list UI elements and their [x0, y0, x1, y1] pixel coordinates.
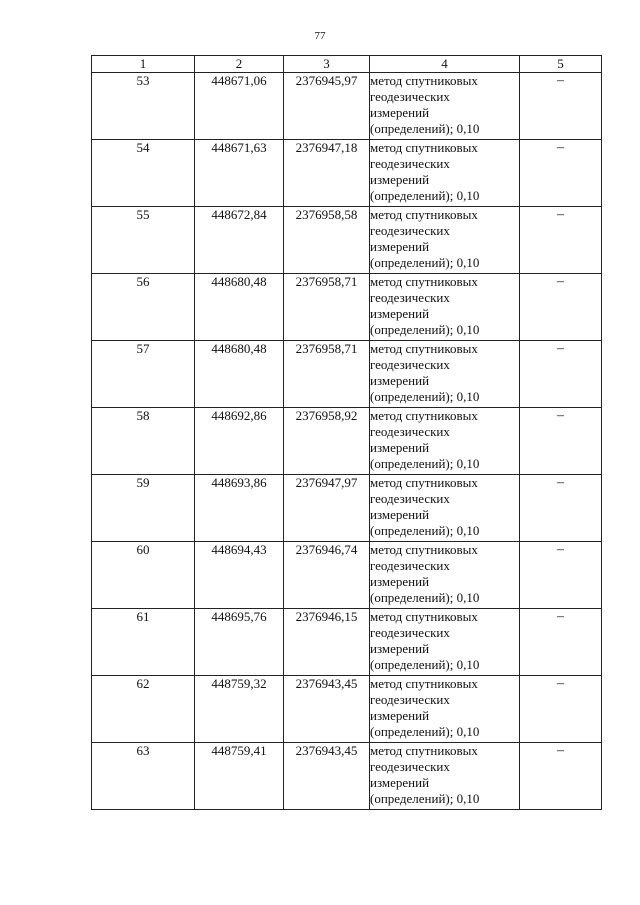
method-cell	[370, 743, 520, 810]
column-5-cell: –	[520, 676, 602, 743]
method-line: измерений	[370, 507, 430, 522]
coordinate-x-cell: 448695,76	[195, 609, 284, 676]
coordinate-y-cell: 2376947,18	[284, 140, 370, 207]
method-line: метод спутниковых	[370, 475, 478, 490]
table-row	[92, 743, 602, 810]
method-line: (определений); 0,10	[370, 255, 480, 270]
coordinate-y-cell: 2376958,71	[284, 341, 370, 408]
method-line: измерений	[370, 172, 430, 187]
coordinate-x-cell: 448671,06	[195, 73, 284, 140]
coordinate-x-cell: 448693,86	[195, 475, 284, 542]
method-line: (определений); 0,10	[370, 456, 480, 471]
method-line: (определений); 0,10	[370, 724, 480, 739]
column-5-cell: –	[520, 542, 602, 609]
column-5-cell: –	[520, 475, 602, 542]
method-line: метод спутниковых	[370, 73, 478, 88]
method-line: геодезических	[370, 357, 450, 372]
method-cell	[370, 475, 520, 542]
method-line: геодезических	[370, 223, 450, 238]
method-line: геодезических	[370, 692, 450, 707]
table-row	[92, 274, 602, 341]
point-number-cell: 54	[92, 140, 195, 207]
method-line: (определений); 0,10	[370, 791, 480, 806]
method-line: (определений); 0,10	[370, 188, 480, 203]
method-cell	[370, 73, 520, 140]
method-line: метод спутниковых	[370, 609, 478, 624]
column-5-cell: –	[520, 743, 602, 810]
method-line: метод спутниковых	[370, 408, 478, 423]
table-row	[92, 140, 602, 207]
method-line: измерений	[370, 775, 430, 790]
point-number-cell: 63	[92, 743, 195, 810]
method-line: измерений	[370, 641, 430, 656]
method-line: геодезических	[370, 625, 450, 640]
point-number-cell: 59	[92, 475, 195, 542]
point-number-cell: 55	[92, 207, 195, 274]
method-cell	[370, 341, 520, 408]
coordinate-x-cell: 448672,84	[195, 207, 284, 274]
coordinate-y-cell: 2376943,45	[284, 743, 370, 810]
method-line: метод спутниковых	[370, 274, 478, 289]
method-cell	[370, 140, 520, 207]
column-5-cell: –	[520, 341, 602, 408]
method-cell	[370, 542, 520, 609]
coordinate-x-cell: 448694,43	[195, 542, 284, 609]
method-line: (определений); 0,10	[370, 389, 480, 404]
method-line: измерений	[370, 708, 430, 723]
method-cell	[370, 207, 520, 274]
coordinate-y-cell: 2376946,15	[284, 609, 370, 676]
table-header-row	[92, 56, 602, 73]
method-cell	[370, 408, 520, 475]
column-5-cell: –	[520, 609, 602, 676]
coordinate-y-cell: 2376958,71	[284, 274, 370, 341]
method-cell	[370, 676, 520, 743]
method-line: геодезических	[370, 290, 450, 305]
method-line: геодезических	[370, 491, 450, 506]
point-number-cell: 62	[92, 676, 195, 743]
table-row	[92, 609, 602, 676]
table-row	[92, 475, 602, 542]
column-5-cell: –	[520, 274, 602, 341]
coordinate-y-cell: 2376943,45	[284, 676, 370, 743]
method-cell	[370, 274, 520, 341]
coordinate-x-cell: 448671,63	[195, 140, 284, 207]
page-number: 77	[314, 30, 326, 42]
table-row	[92, 676, 602, 743]
table-row	[92, 542, 602, 609]
table-row	[92, 207, 602, 274]
point-number-cell: 58	[92, 408, 195, 475]
method-line: измерений	[370, 373, 430, 388]
table-row	[92, 408, 602, 475]
table-row	[92, 73, 602, 140]
header-col-3: 3	[284, 56, 370, 73]
column-5-cell: –	[520, 73, 602, 140]
method-line: метод спутниковых	[370, 743, 478, 758]
method-line: метод спутниковых	[370, 542, 478, 557]
coordinate-x-cell: 448692,86	[195, 408, 284, 475]
method-cell	[370, 609, 520, 676]
header-col-1: 1	[92, 56, 195, 73]
method-line: геодезических	[370, 89, 450, 104]
coordinates-table	[91, 55, 602, 810]
point-number-cell: 57	[92, 341, 195, 408]
column-5-cell: –	[520, 408, 602, 475]
column-5-cell: –	[520, 207, 602, 274]
method-line: метод спутниковых	[370, 341, 478, 356]
method-line: геодезических	[370, 424, 450, 439]
table-body	[92, 73, 602, 810]
coordinate-y-cell: 2376958,58	[284, 207, 370, 274]
coordinate-y-cell: 2376947,97	[284, 475, 370, 542]
table-row	[92, 341, 602, 408]
coordinate-y-cell: 2376946,74	[284, 542, 370, 609]
point-number-cell: 56	[92, 274, 195, 341]
method-line: геодезических	[370, 558, 450, 573]
coordinate-x-cell: 448759,32	[195, 676, 284, 743]
method-line: метод спутниковых	[370, 676, 478, 691]
method-line: (определений); 0,10	[370, 590, 480, 605]
method-line: (определений); 0,10	[370, 523, 480, 538]
method-line: измерений	[370, 105, 430, 120]
method-line: измерений	[370, 574, 430, 589]
method-line: измерений	[370, 306, 430, 321]
point-number-cell: 60	[92, 542, 195, 609]
method-line: (определений); 0,10	[370, 657, 480, 672]
method-line: геодезических	[370, 156, 450, 171]
coordinate-y-cell: 2376945,97	[284, 73, 370, 140]
coordinate-x-cell: 448759,41	[195, 743, 284, 810]
method-line: (определений); 0,10	[370, 322, 480, 337]
header-col-4: 4	[370, 56, 520, 73]
method-line: метод спутниковых	[370, 140, 478, 155]
header-col-5: 5	[520, 56, 602, 73]
coordinate-x-cell: 448680,48	[195, 341, 284, 408]
method-line: метод спутниковых	[370, 207, 478, 222]
point-number-cell: 53	[92, 73, 195, 140]
point-number-cell: 61	[92, 609, 195, 676]
method-line: измерений	[370, 440, 430, 455]
method-line: измерений	[370, 239, 430, 254]
coordinate-x-cell: 448680,48	[195, 274, 284, 341]
column-5-cell: –	[520, 140, 602, 207]
coordinate-y-cell: 2376958,92	[284, 408, 370, 475]
method-line: геодезических	[370, 759, 450, 774]
header-col-2: 2	[195, 56, 284, 73]
method-line: (определений); 0,10	[370, 121, 480, 136]
